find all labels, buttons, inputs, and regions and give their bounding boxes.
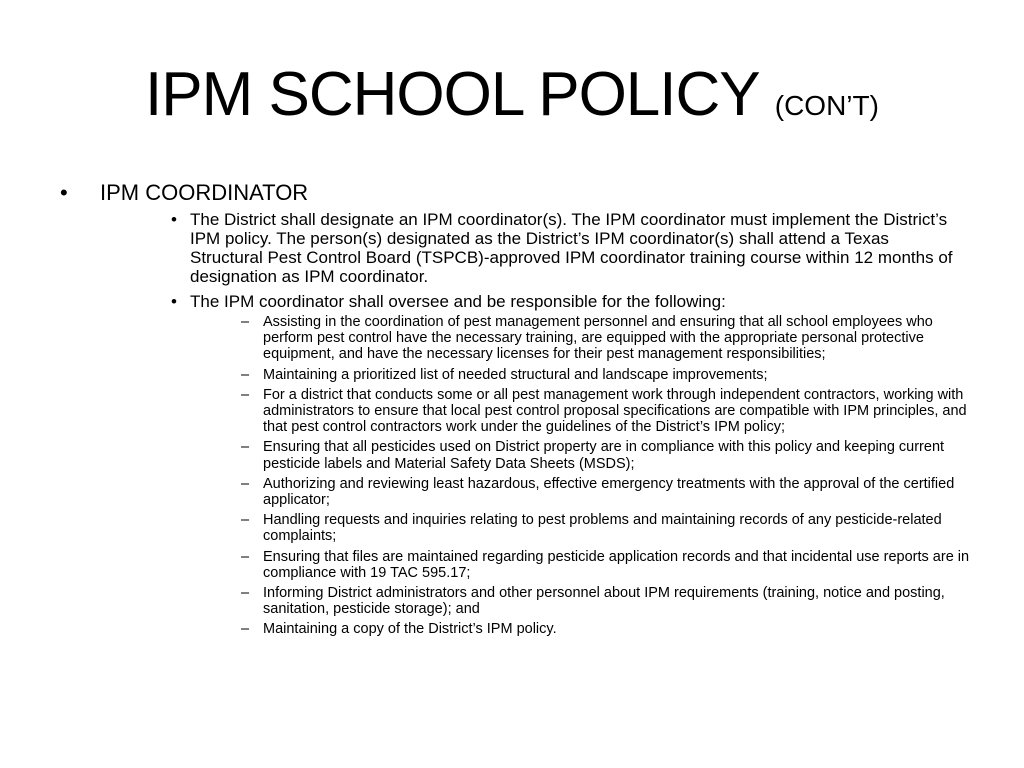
list-item [171,210,961,286]
slide-title-main: IPM SCHOOL POLICY [145,60,759,129]
sub-list-item [241,512,971,544]
sub-list-item [241,476,971,508]
sub-list-item [241,439,971,471]
slide-title-suffix: (CON’T) [774,90,879,121]
dash-bullet-icon: – [241,386,250,403]
sub-list-item [241,314,971,363]
sub-list-item [241,549,971,581]
sub-list-item-text: For a district that conducts some or all pest management work through independent contractors, working with administrators to ensure that local pest control proposal specifications are compatible with IPM principles, and that pest control contractors work under the guidelines of the District’s IPM policy; [263,386,967,436]
sub-list-item [241,621,971,637]
list-item-text: The IPM coordinator shall oversee and be responsible for the following: [190,292,726,311]
slide-body [60,180,970,644]
sub-list-item-text: Authorizing and reviewing least hazardous, effective emergency treatments with the approval of the certified applicator; [263,475,955,509]
sub-list-item-text: Handling requests and inquiries relating to pest problems and maintaining records of any pesticide-related complaints; [263,512,942,545]
sub-list-item-text: Maintaining a prioritized list of needed structural and landscape improvements; [263,366,768,383]
slide-title [0,58,1024,143]
sub-list-item-text: Ensuring that files are maintained regarding pesticide application records and that incidental use reports are in compliance with 19 TAC 595.17; [263,548,970,581]
coordinator-items-list [171,210,970,638]
dash-bullet-icon: – [241,548,250,565]
sub-list-item [241,367,971,383]
dash-bullet-icon: – [241,314,250,330]
dash-bullet-icon: – [241,585,250,602]
bullet-icon: • [171,292,177,311]
dash-bullet-icon: – [241,475,250,492]
sub-list-item-text: Maintaining a copy of the District’s IPM policy. [263,621,557,638]
dash-bullet-icon: – [241,621,250,638]
responsibilities-list [241,314,971,638]
bullet-icon: • [60,180,68,205]
list-item [171,292,970,638]
sub-list-item [241,585,971,617]
section-heading-item [60,180,970,206]
list-item-text: The District shall designate an IPM coordinator(s). The IPM coordinator must implement the District’s IPM policy. The person(s) designated as the District’s IPM coordinator(s) shall attend a Texas Structural Pest Control Board (TSPCB)-approved IPM coordinator training course within 12 months of designation as IPM coordinator. [190,210,953,286]
dash-bullet-icon: – [241,366,250,383]
sub-list-item-text: Assisting in the coordination of pest management personnel and ensuring that all school employees who perform pest control have the necessary training, are equipped with the appropriate personal protective equipment, and have the necessary licenses for their pest management responsibilities; [263,314,933,363]
dash-bullet-icon: – [241,439,250,456]
sub-list-item-text: Ensuring that all pesticides used on District property are in compliance with this policy and keeping current pesticide labels and Material Safety Data Sheets (MSDS); [263,439,945,472]
dash-bullet-icon: – [241,512,250,529]
section-heading: IPM COORDINATOR [100,180,309,205]
sub-list-item [241,387,971,436]
bullet-icon: • [171,210,177,229]
sub-list-item-text: Informing District administrators and other personnel about IPM requirements (training, notice and posting, sanitation, pesticide storage); and [263,585,945,618]
